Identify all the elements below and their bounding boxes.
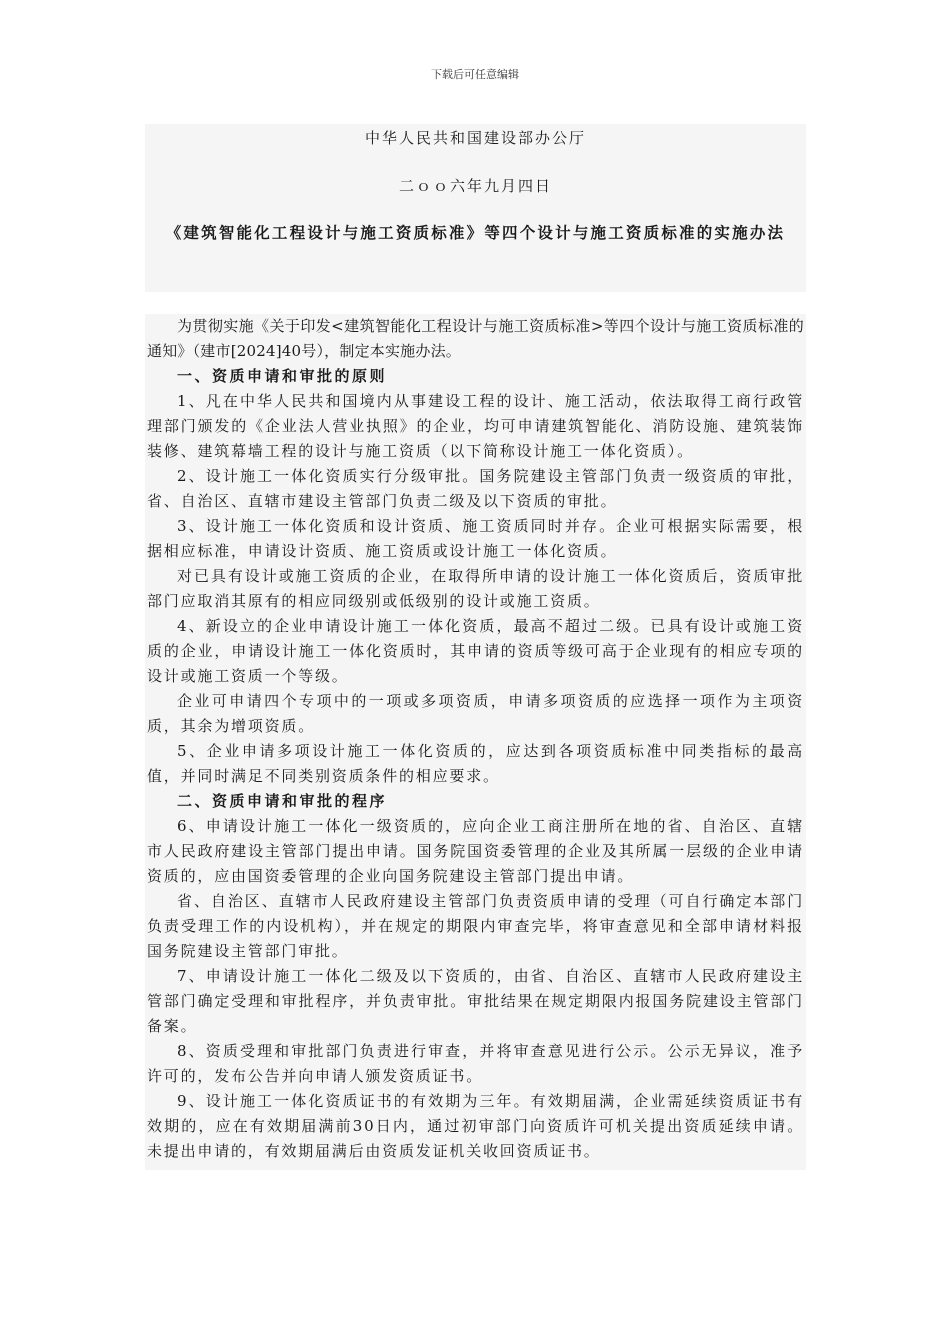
body-paragraph: 对已具有设计或施工资质的企业，在取得所申请的设计施工一体化资质后，资质审批部门应取消其原有的相应同级别或低级别的设计或施工资质。 (147, 567, 804, 610)
body-paragraph: 4、新设立的企业申请设计施工一体化资质，最高不超过二级。已具有设计或施工资质的企业，申请设计施工一体化资质时，其申请的资质等级可高于企业现有的相应专项的设计或施工资质一个等级。 (147, 617, 804, 685)
body-paragraph: 9、设计施工一体化资质证书的有效期为三年。有效期届满，企业需延续资质证书有效期的，应在有效期届满前30日内，通过初审部门向资质许可机关提出资质延续申请。未提出申请的，有效期届满后由资质发证机关收回资质证书。 (147, 1092, 804, 1160)
issue-date: 二ｏｏ六年九月四日 (398, 177, 552, 195)
document-body (145, 124, 806, 1170)
body-paragraph: 1、凡在中华人民共和国境内从事建设工程的设计、施工活动，依法取得工商行政管理部门颁发的《企业法人营业执照》的企业，均可申请建筑智能化、消防设施、建筑装饰装修、建筑幕墙工程的设计与施工资质（以下简称设计施工一体化资质）。 (147, 392, 804, 460)
body-paragraph: 企业可申请四个专项中的一项或多项资质，申请多项资质的应选择一项作为主项资质，其余为增项资质。 (147, 692, 804, 735)
body-paragraph: 省、自治区、直辖市人民政府建设主管部门负责资质申请的受理（可自行确定本部门负责受理工作的内设机构），并在规定的期限内审查完毕，将审查意见和全部申请材料报国务院建设主管部门审批。 (147, 892, 804, 960)
intro-paragraph: 为贯彻实施《关于印发<建筑智能化工程设计与施工资质标准>等四个设计与施工资质标准的通知》（建市[2024]40号），制定本实施办法。 (147, 317, 804, 360)
section-heading: 二、资质申请和审批的程序 (177, 792, 388, 810)
body-paragraph: 2、设计施工一体化资质实行分级审批。国务院建设主管部门负责一级资质的审批，省、自治区、直辖市建设主管部门负责二级及以下资质的审批。 (147, 467, 804, 510)
body-paragraph: 7、申请设计施工一体化二级及以下资质的，由省、自治区、直辖市人民政府建设主管部门确定受理和审批程序，并负责审批。审批结果在规定期限内报国务院建设主管部门备案。 (147, 967, 804, 1035)
body-paragraph: 6、申请设计施工一体化一级资质的，应向企业工商注册所在地的省、自治区、直辖市人民政府建设主管部门提出申请。国务院国资委管理的企业及其所属一层级的企业申请资质的，应由国资委管理的企业向国务院建设主管部门提出申请。 (147, 817, 804, 885)
title-gap (145, 292, 806, 314)
header-note: 下载后可任意编辑 (431, 68, 519, 81)
paragraph-list (147, 364, 804, 1164)
body-paragraph: 3、设计施工一体化资质和设计资质、施工资质同时并存。企业可根据实际需要，根据相应标准，申请设计资质、施工资质或设计施工一体化资质。 (147, 517, 804, 560)
section-heading: 一、资质申请和审批的原则 (177, 367, 388, 385)
issuing-organization: 中华人民共和国建设部办公厅 (364, 129, 586, 147)
document-title: 《建筑智能化工程设计与施工资质标准》等四个设计与施工资质标准的实施办法 (165, 223, 786, 242)
body-paragraph: 8、资质受理和审批部门负责进行审查，并将审查意见进行公示。公示无异议，准予许可的，发布公告并向申请人颁发资质证书。 (147, 1042, 804, 1085)
body-text (145, 314, 806, 1170)
body-paragraph: 5、企业申请多项设计施工一体化资质的，应达到各项资质标准中同类指标的最高值，并同时满足不同类别资质条件的相应要求。 (147, 742, 804, 785)
